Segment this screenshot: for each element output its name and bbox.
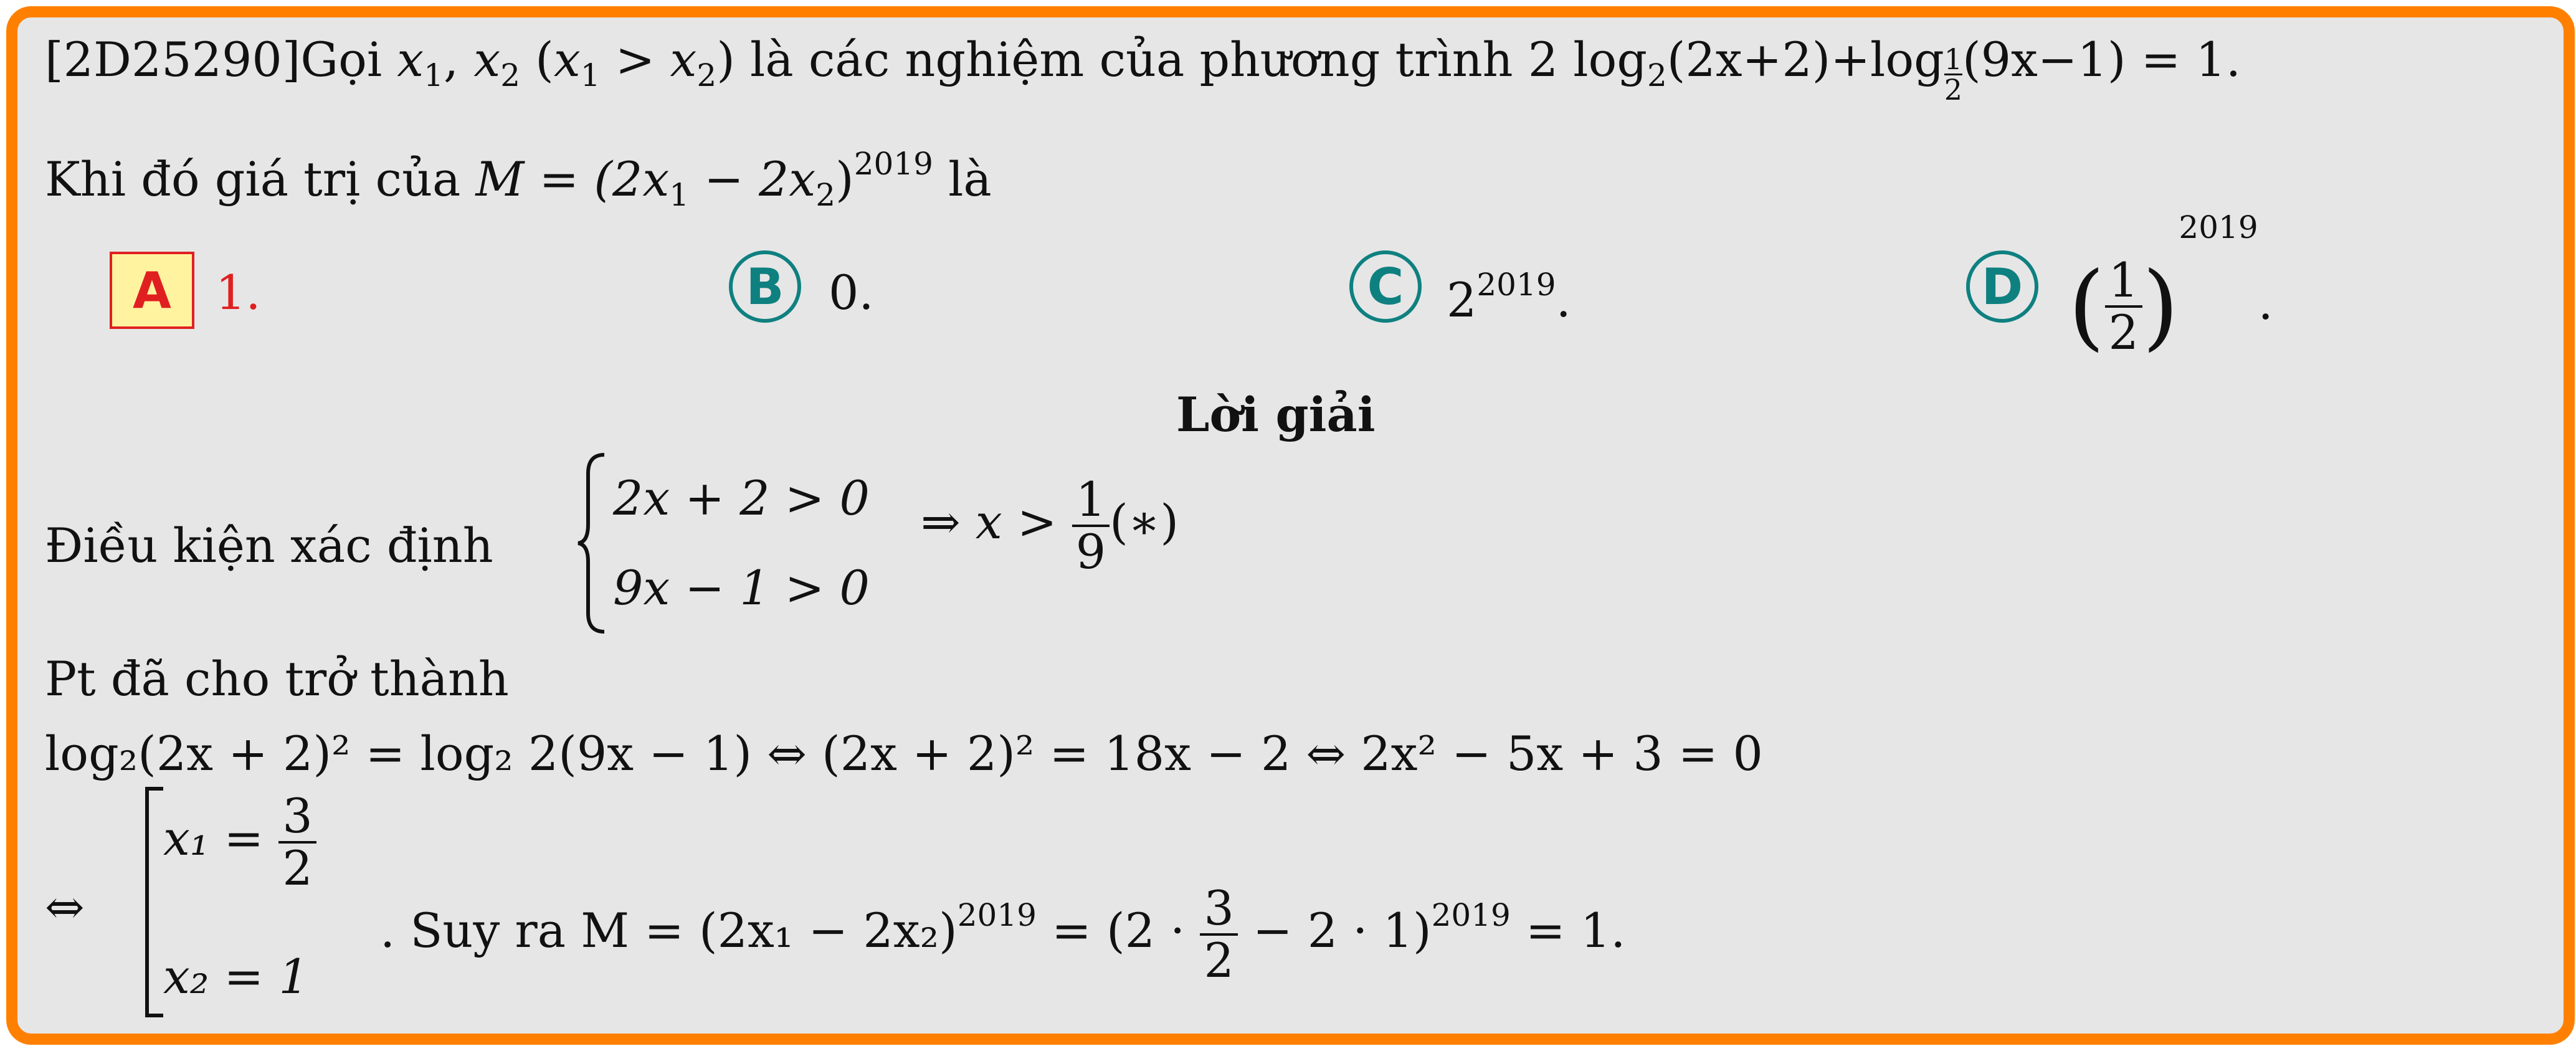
option-a-value: 1. bbox=[216, 265, 261, 320]
option-d-label[interactable]: D bbox=[1966, 250, 2038, 323]
option-a-label[interactable]: A bbox=[110, 252, 194, 329]
option-c-value: $2^{2019}$. bbox=[1447, 267, 1571, 328]
log-base-half: $\frac{1}{2}$ bbox=[1944, 42, 1963, 107]
root-1: x₁ = $\frac{3}{2}$ bbox=[163, 791, 316, 893]
solution-title: Lời giải bbox=[1176, 387, 1376, 442]
equation-line: log₂(2x + 2)² = log₂ 2(9x − 1) ⇔ (2x + 2)² = 18x − 2 ⇔ 2x² − 5x + 3 = 0 bbox=[45, 726, 1763, 781]
domain-brace bbox=[574, 451, 612, 635]
roots-bracket bbox=[141, 786, 166, 1018]
domain-condition-2: 9x − 1 > 0 bbox=[613, 560, 870, 616]
transform-label: Pt đã cho trở thành bbox=[45, 651, 509, 706]
domain-result: ⇒ x > $\frac{1}{9}$ (∗) bbox=[921, 472, 1179, 579]
root-2: x₂ = 1 bbox=[163, 949, 309, 1004]
problem-line-1: [2D25290]Gọi $x_1$, $x_2$ $(x_1 > x_2)$ là các nghiệm của phương trình 2 $\log_2(2x+2)+\log$ $\frac{1}{2}$ (9x−1) = 1. bbox=[45, 32, 2241, 107]
problem-id: [2D25290] bbox=[45, 32, 301, 87]
domain-condition-1: 2x + 2 > 0 bbox=[613, 470, 870, 526]
equation-part-2: (9x−1) = 1. bbox=[1962, 32, 2241, 87]
iff-symbol: ⇔ bbox=[45, 879, 85, 934]
problem-middle: là các nghiệm của phương trình 2 log bbox=[734, 32, 1647, 87]
equation-part-1: (2x+2)+log bbox=[1666, 32, 1944, 87]
option-c-label[interactable]: C bbox=[1349, 250, 1422, 323]
option-b-value: 0. bbox=[829, 265, 874, 320]
option-d-value: ( $\frac{1}{2}$ )$^{2019}$. bbox=[2068, 209, 2273, 361]
problem-line-2: Khi đó giá trị của $M = (2x_1 - 2x_2)^{2019}$ là bbox=[45, 146, 992, 213]
problem-intro: Gọi bbox=[300, 32, 397, 87]
conclusion: . Suy ra $M = (2x_1 - 2x_2)^{2019} = (2$ · $\frac{3}{2}$ − 2 · 1)$^{2019}$ = 1. bbox=[380, 880, 1626, 988]
option-b-label[interactable]: B bbox=[729, 250, 801, 323]
domain-label: Điều kiện xác định bbox=[45, 518, 493, 573]
